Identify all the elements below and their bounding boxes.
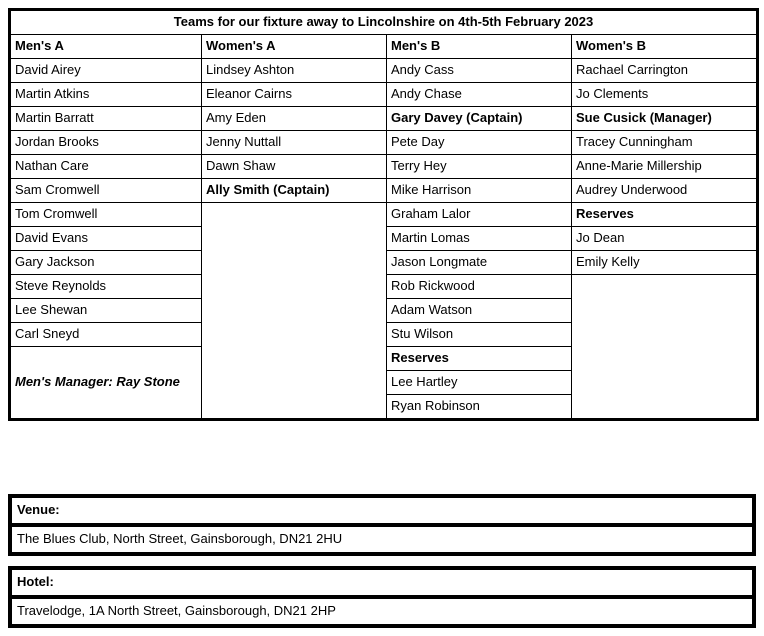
column-header-womens-a: Women's A	[202, 35, 387, 59]
player-mens-b: Pete Day	[387, 131, 572, 155]
player-mens-b: Adam Watson	[387, 299, 572, 323]
player-mens-a: Martin Atkins	[10, 83, 202, 107]
column-header-womens-b: Women's B	[572, 35, 758, 59]
player-mens-b: Terry Hey	[387, 155, 572, 179]
hotel-label: Hotel:	[11, 569, 753, 598]
player-mens-b: Mike Harrison	[387, 179, 572, 203]
womens-a-empty-area	[202, 203, 387, 420]
table-row	[10, 203, 758, 227]
player-mens-a: Sam Cromwell	[10, 179, 202, 203]
player-womens-b-manager: Sue Cusick (Manager)	[572, 107, 758, 131]
womens-b-empty-area	[572, 275, 758, 420]
player-mens-a: Martin Barratt	[10, 107, 202, 131]
table-row	[10, 59, 758, 83]
venue-address: The Blues Club, North Street, Gainsborough, DN21 2HU	[11, 526, 753, 553]
mens-b-reserves-label: Reserves	[387, 347, 572, 371]
document-title: Teams for our fixture away to Lincolnshire on 4th-5th February 2023	[10, 10, 758, 35]
player-womens-a: Lindsey Ashton	[202, 59, 387, 83]
table-row	[10, 155, 758, 179]
table-row	[10, 131, 758, 155]
table-row	[10, 83, 758, 107]
player-womens-b: Rachael Carrington	[572, 59, 758, 83]
player-mens-b: Martin Lomas	[387, 227, 572, 251]
player-mens-a: David Airey	[10, 59, 202, 83]
teams-table-block	[8, 8, 756, 421]
mens-manager-note: Men's Manager: Ray Stone	[10, 347, 202, 420]
player-mens-a: Nathan Care	[10, 155, 202, 179]
player-mens-a: Tom Cromwell	[10, 203, 202, 227]
player-womens-a-captain: Ally Smith (Captain)	[202, 179, 387, 203]
player-mens-b: Andy Chase	[387, 83, 572, 107]
venue-label: Venue:	[11, 497, 753, 526]
player-mens-b: Rob Rickwood	[387, 275, 572, 299]
player-mens-a: David Evans	[10, 227, 202, 251]
womens-b-reserves-label: Reserves	[572, 203, 758, 227]
player-womens-b: Audrey Underwood	[572, 179, 758, 203]
hotel-block	[8, 566, 756, 628]
player-mens-b: Jason Longmate	[387, 251, 572, 275]
player-womens-a: Eleanor Cairns	[202, 83, 387, 107]
teams-table	[8, 8, 759, 421]
player-mens-a: Lee Shewan	[10, 299, 202, 323]
player-mens-b: Andy Cass	[387, 59, 572, 83]
reserve-mens-b: Ryan Robinson	[387, 395, 572, 420]
reserve-womens-b: Emily Kelly	[572, 251, 758, 275]
player-mens-b: Stu Wilson	[387, 323, 572, 347]
player-womens-b: Jo Clements	[572, 83, 758, 107]
column-header-mens-a: Men's A	[10, 35, 202, 59]
player-womens-a: Dawn Shaw	[202, 155, 387, 179]
player-womens-a: Jenny Nuttall	[202, 131, 387, 155]
player-mens-a: Gary Jackson	[10, 251, 202, 275]
teams-table-body	[10, 10, 758, 420]
title-row	[10, 10, 758, 35]
player-mens-a: Steve Reynolds	[10, 275, 202, 299]
hotel-address: Travelodge, 1A North Street, Gainsborough, DN21 2HP	[11, 598, 753, 625]
player-womens-b: Anne-Marie Millership	[572, 155, 758, 179]
column-header-mens-b: Men's B	[387, 35, 572, 59]
player-mens-b-captain: Gary Davey (Captain)	[387, 107, 572, 131]
player-mens-a: Jordan Brooks	[10, 131, 202, 155]
player-mens-a: Carl Sneyd	[10, 323, 202, 347]
reserve-mens-b: Lee Hartley	[387, 371, 572, 395]
player-womens-b: Tracey Cunningham	[572, 131, 758, 155]
player-womens-a: Amy Eden	[202, 107, 387, 131]
header-row	[10, 35, 758, 59]
table-row	[10, 179, 758, 203]
reserve-womens-b: Jo Dean	[572, 227, 758, 251]
table-row	[10, 107, 758, 131]
venue-block	[8, 494, 756, 556]
player-mens-b: Graham Lalor	[387, 203, 572, 227]
